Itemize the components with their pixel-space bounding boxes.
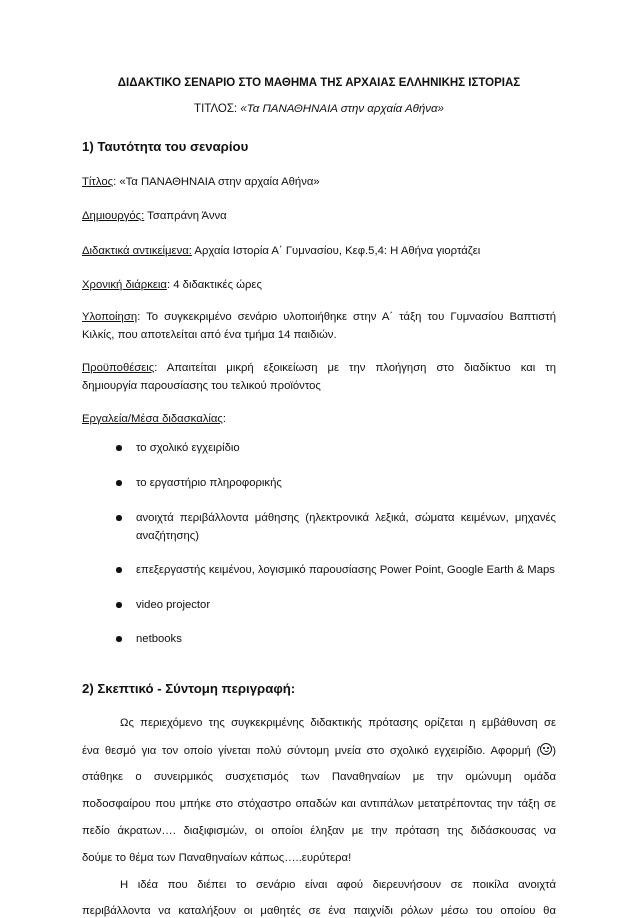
field-tools-colon: :: [222, 413, 226, 425]
field-creator: [82, 209, 556, 223]
tools-list-item: video projector: [136, 599, 211, 611]
bullet-marker: [116, 599, 124, 607]
tools-list-item: το σχολικό εγχειρίδιο: [136, 442, 240, 454]
field-prerequisites-line1: [82, 361, 556, 375]
field-duration: [82, 278, 556, 292]
document-subtitle: [0, 103, 638, 115]
tools-list-item: netbooks: [136, 633, 182, 645]
bullet-marker: [116, 477, 124, 485]
paragraph-text: ένα θεσμό για τον οποίο γίνεται πολύ σύντομη μνεία στο σχολικό εγχειρίδιο. Αφορμή (: [82, 745, 541, 757]
field-title-value: : «Τα ΠΑΝΑΘΗΝΑΙΑ στην αρχαία Αθήνα»: [113, 176, 320, 188]
paragraph-text: ): [552, 745, 556, 757]
field-tools: [82, 412, 556, 426]
field-objects: [82, 244, 556, 258]
bullet-marker: [116, 633, 124, 641]
subtitle-label: ΤΙΤΛΟΣ:: [194, 103, 238, 115]
paragraph-line: Η ιδέα που διέπει το σενάριο είναι αφού διερευνήσουν σε ποικίλα ανοιχτά: [120, 879, 556, 891]
field-title: [82, 175, 556, 189]
field-prerequisites-text: : Απαιτείται μικρή εξοικείωση με την πλοήγηση στο διαδίκτυο και τη: [154, 362, 556, 374]
tools-list-item: επεξεργαστής κειμένου, λογισμικό παρουσίασης Power Point, Google Earth & Maps: [136, 564, 555, 576]
paragraph-line: ποδοσφαίρου που μπήκε στο στόχαστρο οπαδών και αντιπάλων μετατρέποντας την τάξη σε: [82, 798, 556, 810]
smiley-icon: [540, 743, 552, 755]
bullet-marker: [116, 564, 124, 572]
field-implementation-label: Υλοποίηση: [82, 311, 138, 323]
bullet-marker: [116, 442, 124, 450]
subtitle-value: «Τα ΠΑΝΑΘΗΝΑΙΑ στην αρχαία Αθήνα»: [240, 103, 444, 115]
tools-list-item: το εργαστήριο πληροφορικής: [136, 477, 282, 489]
paragraph-line: Ως περιεχόμενο της συγκεκριμένης διδακτικής πρότασης ορίζεται η εμβάθυνση σε: [120, 717, 556, 729]
tools-list-item: ανοιχτά περιβάλλοντα μάθησης (ηλεκτρονικά λεξικά, σώματα κειμένων, μηχανές: [136, 512, 556, 524]
paragraph-line: πεδίο άκρατων…. διαξιφισμών, οι οποίοι έληξαν με την πρόταση της διδάσκουσας να: [82, 825, 556, 837]
field-duration-value: : 4 διδακτικές ώρες: [166, 279, 262, 291]
field-prerequisites-line2: δημιουργία παρουσίασης του τελικού προϊόντος: [82, 380, 321, 392]
field-implementation-line1: [82, 310, 556, 324]
field-prerequisites-label: Προϋποθέσεις: [82, 362, 155, 374]
paragraph-line: στάθηκε ο συνειρμικός συσχετισμός των Παναθηναίων με την ομώνυμη ομάδα: [82, 771, 556, 783]
field-tools-label: Εργαλεία/Μέσα διδασκαλίας: [82, 413, 223, 425]
section-2-heading: 2) Σκεπτικό - Σύντομη περιγραφή:: [82, 681, 296, 696]
field-objects-label: Διδακτικά αντικείμενα:: [82, 245, 192, 257]
bullet-marker: [116, 512, 124, 520]
field-objects-value: Αρχαία Ιστορία Α΄ Γυμνασίου, Κεφ.5,4: Η Αθήνα γιορτάζει: [191, 245, 481, 257]
field-creator-label: Δημιουργός:: [82, 210, 145, 222]
paragraph-line: δούμε το θέμα των Παναθηναίων κάπως…..ευρύτερα!: [82, 852, 352, 864]
section-1-heading: 1) Ταυτότητα του σεναρίου: [82, 139, 249, 154]
tools-list-item-continued: αναζήτησης): [136, 530, 199, 542]
field-implementation-line2: Κιλκίς, που αποτελείται από ένα τμήμα 14 παιδιών.: [82, 329, 337, 341]
field-creator-value: Τσαπράνη Άννα: [144, 210, 227, 222]
field-duration-label: Χρονική διάρκεια: [82, 279, 167, 291]
paragraph-line: περιβάλλοντα να καταλήξουν οι μαθητές σε ένα παιχνίδι ρόλων μέσω του οποίου θα: [82, 905, 556, 917]
document-title: ΔΙΔΑΚΤΙΚΟ ΣΕΝΑΡΙΟ ΣΤΟ ΜΑΘΗΜΑ ΤΗΣ ΑΡΧΑΙΑΣ ΕΛΛΗΝΙΚΗΣ ΙΣΤΟΡΙΑΣ: [117, 77, 521, 89]
field-implementation-text: : Το συγκεκριμένο σενάριο υλοποιήθηκε στην Α΄ τάξη του Γυμνασίου Βαπτιστή: [137, 311, 556, 323]
paragraph-line: [82, 743, 556, 758]
field-title-label: Τίτλος: [82, 176, 114, 188]
